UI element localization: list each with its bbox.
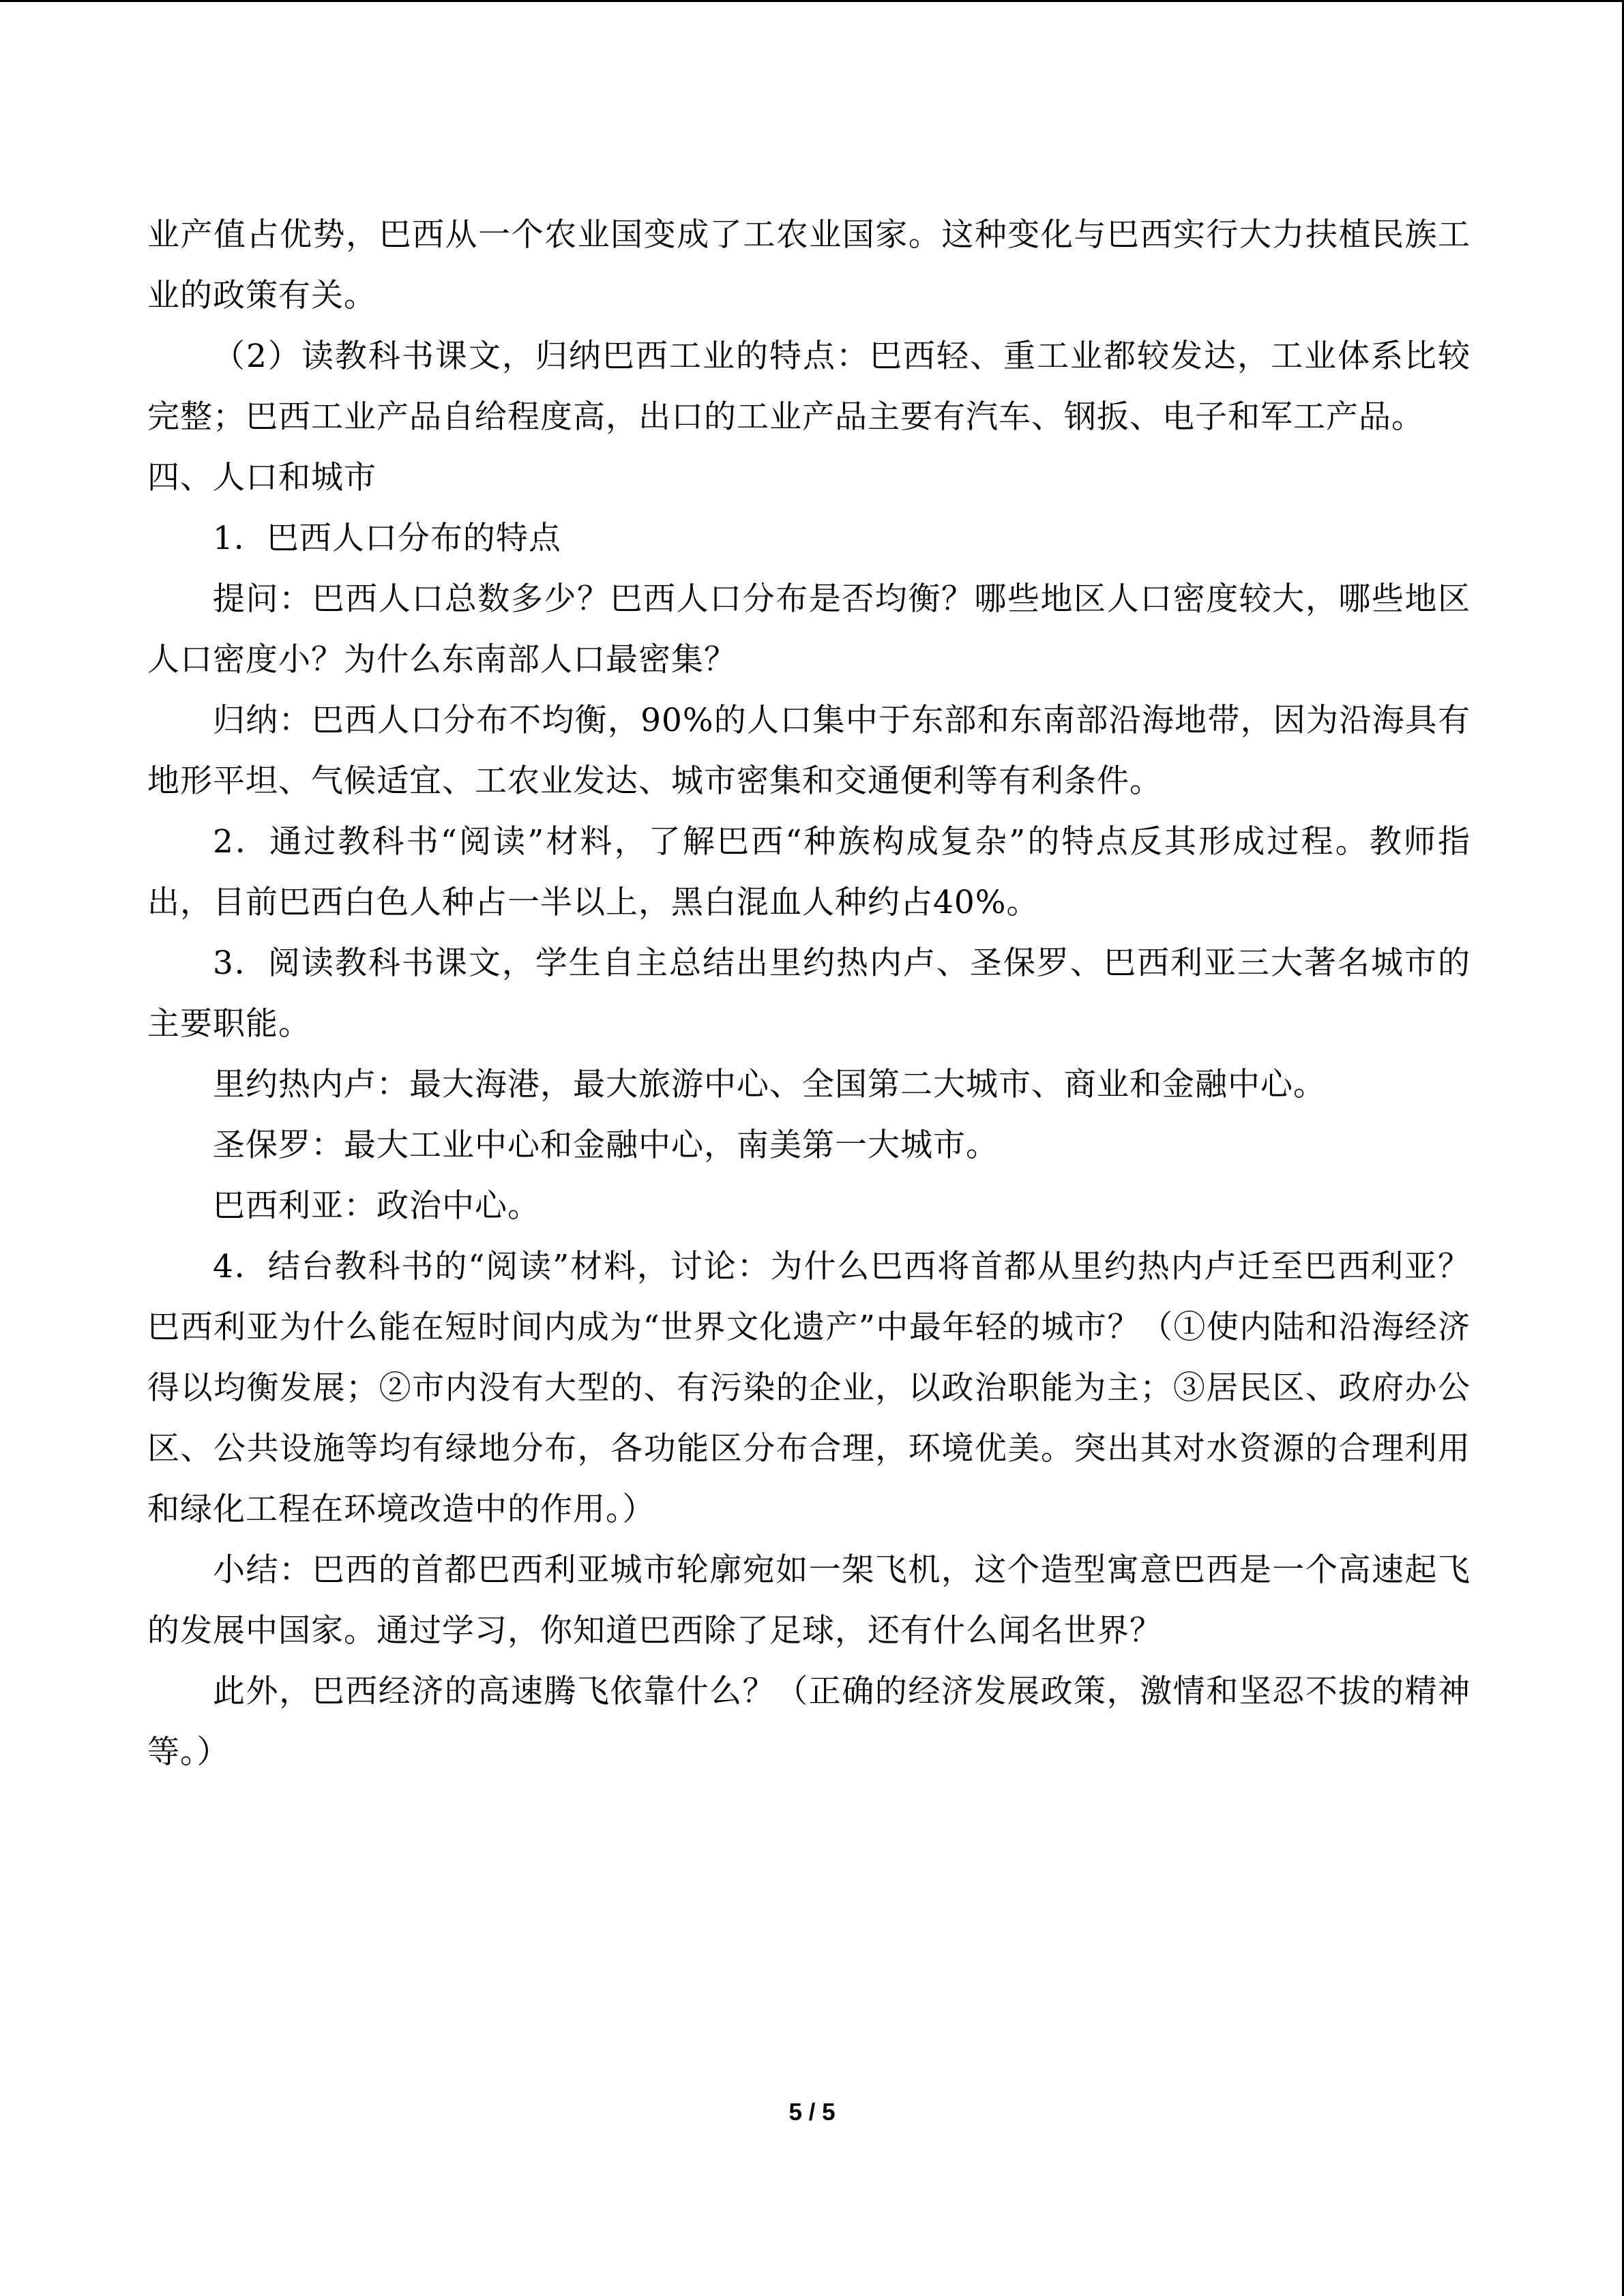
page-border-top xyxy=(0,0,1624,2)
paragraph-summary-distribution: 归纳：巴西人口分布不均衡，90%的人口集中于东部和东南部沿海地带，因为沿海具有地形平坦、气候适宜、工农业发达、城市密集和交通便利等有利条件。 xyxy=(147,702,1471,800)
paragraph-ethnic-composition: 2．通过教科书“阅读”材料，了解巴西“种族构成复杂”的特点反其形成过程。教师指出，目前巴西白色人种占一半以上，黑白混血人种约占40%。 xyxy=(147,823,1471,921)
paragraph-conclusion: 小结：巴西的首都巴西利亚城市轮廓宛如一架飞机，这个造型寓意巴西是一个高速起飞的发展中国家。通过学习，你知道巴西除了足球，还有什么闻名世界？ xyxy=(147,1551,1471,1650)
paragraph-city-functions: 3．阅读教科书课文，学生自主总结出里约热内卢、圣保罗、巴西利亚三大著名城市的主要职能。 xyxy=(147,944,1471,1043)
paragraph-industry-output: 业产值占优势，巴西从一个农业国变成了工农业国家。这种变化与巴西实行大力扶植民族工业的政策有关。 xyxy=(147,216,1471,314)
section-heading-population-cities: 四、人口和城市 xyxy=(147,459,377,496)
paragraph-economy-question: 此外，巴西经济的高速腾飞依靠什么？（正确的经济发展政策，激情和坚忍不拔的精神等。） xyxy=(147,1673,1471,1771)
paragraph-industry-features: （2）读教科书课文，归纳巴西工业的特点：巴西轻、重工业都较发达，工业体系比较完整；巴西工业产品自给程度高，出口的工业产品主要有汽车、钢扳、电子和军工产品。 xyxy=(147,338,1471,436)
subheading-population-distribution: 1．巴西人口分布的特点 xyxy=(213,520,561,557)
paragraph-sao-paulo: 圣保罗：最大工业中心和金融中心，南美第一大城市。 xyxy=(213,1127,999,1164)
paragraph-brasilia: 巴西利亚：政治中心。 xyxy=(213,1187,540,1225)
document-body xyxy=(147,205,1471,1783)
paragraph-capital-discussion: 4．结台教科书的“阅读”材料，讨论：为什么巴西将首都从里约热内卢迁至巴西利亚？巴西利亚为什么能在短时间内成为“世界文化遗产”中最年轻的城市？（①使内陆和沿海经济得以均衡发展；②市内没有大型的、有污染的企业，以政治职能为主；③居民区、政府办公区、公共设施等均有绿地分布，各功能区分布合理，环境优美。突出其对水资源的合理利用和绿化工程在环境改造中的作用。） xyxy=(147,1248,1471,1528)
paragraph-question: 提问：巴西人口总数多少？巴西人口分布是否均衡？哪些地区人口密度较大，哪些地区人口密度小？为什么东南部人口最密集？ xyxy=(147,580,1471,679)
paragraph-rio: 里约热内卢：最大海港，最大旅游中心、全国第二大城市、商业和金融中心。 xyxy=(213,1066,1326,1103)
page-number: 5 / 5 xyxy=(788,2099,836,2126)
